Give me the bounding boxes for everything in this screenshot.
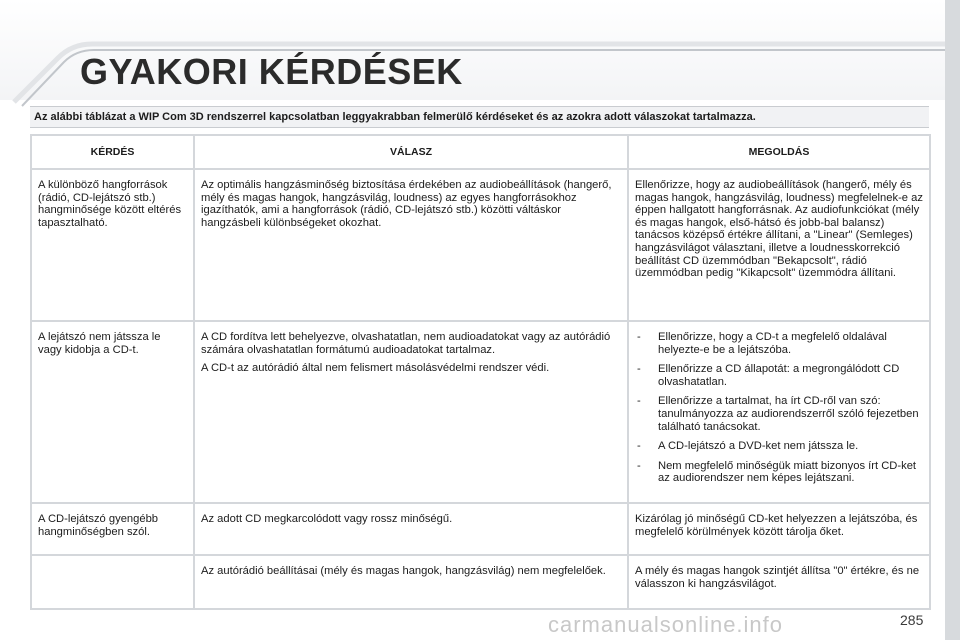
solution-text: A mély és magas hangok szintjét állítsa "0" értékre, és ne válasszon ki hangzásvilágot.: [635, 565, 920, 590]
header-question: KÉRDÉS: [31, 135, 194, 169]
page-side-strip: [945, 0, 960, 640]
faq-table: [30, 134, 931, 610]
question-text: A különböző hangforrások (rádió, CD-lejátszó stb.) hangminősége között eltérés tapasztalható.: [38, 179, 182, 229]
solution-cell: [628, 555, 930, 609]
page-title: GYAKORI KÉRDÉSEK: [80, 51, 463, 92]
answer-cell: [194, 503, 628, 555]
answer-text: Az optimális hangzásminőség biztosítása érdekében az audiobeállítások (hangerő, mély és magas hangok, hangzásvilág, loudness) az egyes hangforrásokhoz igazíthatók, ami a hangforrások (rádió, CD-lejátszó stb.) közötti váltáskor hangzásbeli különbségeket okozhat.: [201, 179, 612, 229]
list-item: - Nem megfelelő minőségük miatt bizonyos írt CD-ket az audiorendszer nem képes lejátszani.: [635, 460, 923, 485]
solution-text: Kizárólag jó minőségű CD-ket helyezzen a lejátszóba, és megfelelő körülmények között tárolja őket.: [635, 513, 918, 538]
list-item: - A CD-lejátszó a DVD-ket nem játssza le.: [635, 440, 923, 453]
question-cell: [31, 321, 194, 503]
table-row: [31, 321, 930, 503]
list-item: - Ellenőrizze a tartalmat, ha írt CD-ről van szó: tanulmányozza az audiorendszerről szóló fejezetben található tanácsokat.: [635, 395, 923, 433]
header-answer: VÁLASZ: [194, 135, 628, 169]
table-row: [31, 555, 930, 609]
answer-text: Az autórádió beállításai (mély és magas hangok, hangzásvilág) nem megfelelőek.: [201, 565, 606, 577]
table-row: [31, 169, 930, 321]
intro-text: Az alábbi táblázat a WIP Com 3D rendszerrel kapcsolatban leggyakrabban felmerülő kérdéseket és az azokra adott válaszokat tartalmazza.: [30, 106, 929, 128]
solution-cell: [628, 169, 930, 321]
solution-text: Ellenőrizze, hogy az audiobeállítások (hangerő, mély és magas hangok, hangzásvilág, loudness) megfelelnek-e az éppen hallgatott hangforrásnak. Az audiofunkciókat (mély és magas hangok, első-hátsó és jobb-bal balansz) tanácsos középső értékre állítani, a "Linear" (Semleges) hangzásvilágot választani, illetve a loudnesskorrekció beállítást CD üzemmódban "Bekapcsolt", rádió üzemmódban pedig "Kikapcsolt" üzemmódra állítani.: [635, 179, 923, 280]
answer-text: Az adott CD megkarcolódott vagy rossz minőségű.: [201, 513, 453, 525]
list-item: - Ellenőrizze a CD állapotát: a megrongálódott CD olvashatatlan.: [635, 363, 923, 388]
question-cell: [31, 503, 194, 555]
answer-cell: [194, 169, 628, 321]
question-text: A CD-lejátszó gyengébb hangminőségben szól.: [38, 513, 159, 538]
question-cell: [31, 555, 194, 609]
list-item: - Ellenőrizze, hogy a CD-t a megfelelő oldalával helyezte-e be a lejátszóba.: [635, 331, 923, 356]
watermark: carmanualsonline.info: [548, 612, 784, 637]
question-text: A lejátszó nem játssza le vagy kidobja a CD-t.: [38, 331, 161, 356]
question-cell: [31, 169, 194, 321]
solution-cell: [628, 503, 930, 555]
answer-text: A CD-t az autórádió által nem felismert másolásvédelmi rendszer védi.: [201, 362, 550, 375]
solution-list: [635, 331, 923, 485]
solution-cell: [628, 321, 930, 503]
table-header-row: [31, 135, 930, 169]
answer-text: A CD fordítva lett behelyezve, olvashatatlan, nem audioadatokat vagy az autórádió számára olvashatatlan formátumú audioadatokat tartalmaz.: [201, 331, 611, 356]
table-row: [31, 503, 930, 555]
answer-cell: [194, 555, 628, 609]
page-number: 285: [900, 612, 924, 628]
answer-cell: [194, 321, 628, 503]
header-solution: MEGOLDÁS: [628, 135, 930, 169]
